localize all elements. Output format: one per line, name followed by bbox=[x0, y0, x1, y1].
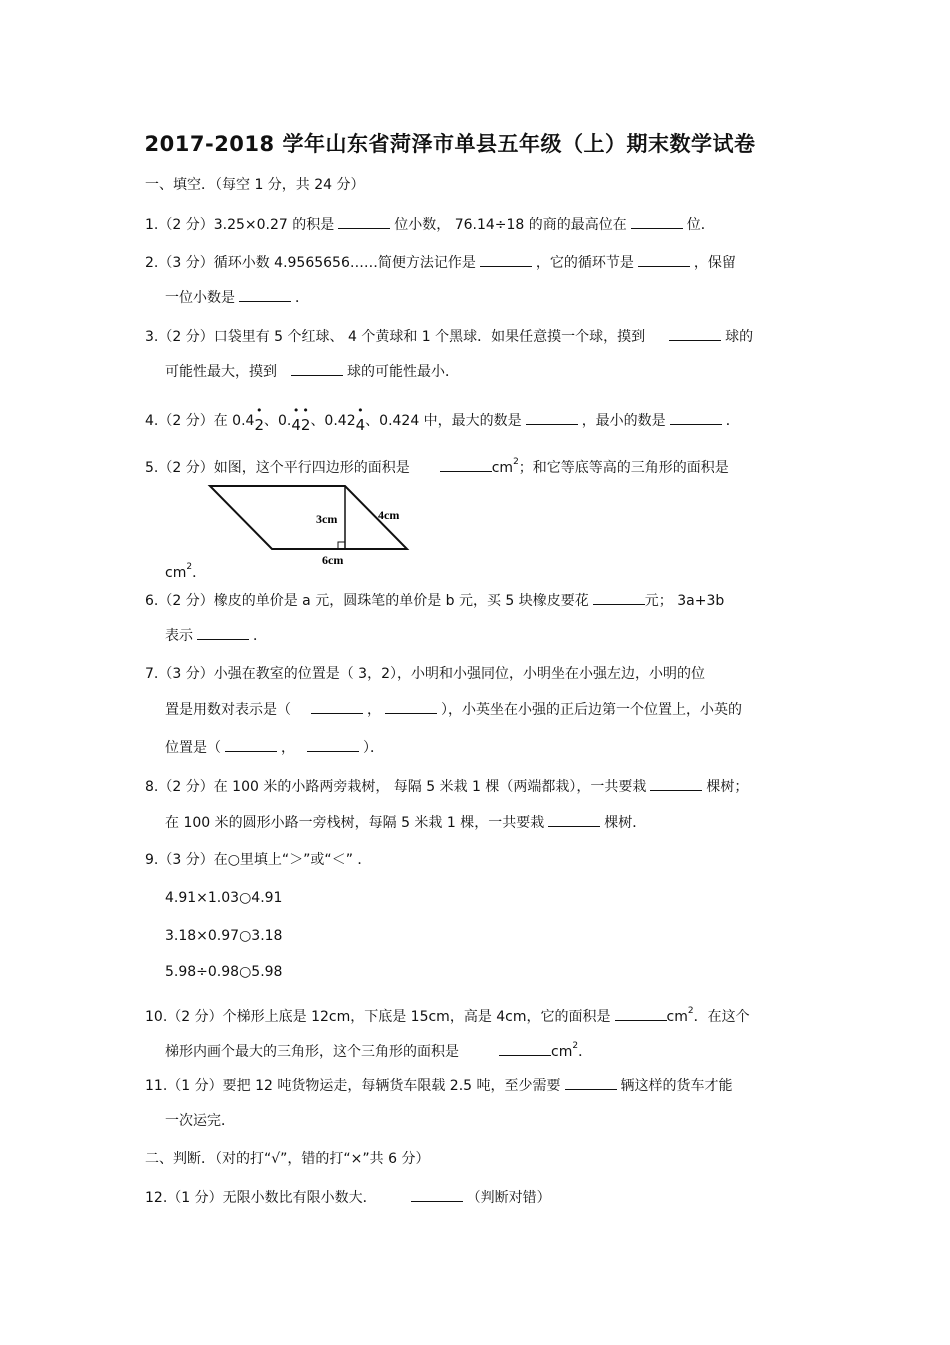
question-10-cont: 梯形内画个最大的三角形，这个三角形的面积是 $cm^2$． bbox=[165, 1041, 593, 1060]
question-5-cont: $cm^2$． bbox=[165, 562, 207, 581]
question-6: 6.（2 分）橡皮的单价是 a 元，圆珠笔的单价是 b 元，买 5 块橡皮要花 元； 3a+3b bbox=[145, 590, 724, 611]
question-6-cont: 表示 ． bbox=[165, 625, 267, 646]
question-5: 5.（2 分）如图，这个平行四边形的面积是 $cm^2$；和它等底等高的三角形的面积是 bbox=[145, 457, 729, 476]
answer-blank[interactable] bbox=[311, 699, 363, 714]
question-3: 3.（2 分）口袋里有 5 个红球、 4 个黄球和 1 个黑球．如果任意摸一个球，摸到 球的 bbox=[145, 326, 753, 347]
right-angle-mark bbox=[338, 542, 345, 549]
answer-blank[interactable] bbox=[239, 287, 291, 302]
answer-blank[interactable] bbox=[291, 361, 343, 376]
answer-blank[interactable] bbox=[338, 214, 390, 229]
question-7-cont: 置是用数对表示是（ ， ），小英坐在小强的正后边第一个位置上，小英的 bbox=[165, 699, 742, 720]
compare-item-2[interactable]: 3.18×0.97○3.18 bbox=[165, 928, 283, 944]
question-12: 12.（1 分）无限小数比有限小数大． （判断对错） bbox=[145, 1187, 551, 1208]
side-label: 4cm bbox=[378, 508, 400, 522]
answer-blank[interactable] bbox=[440, 457, 492, 472]
answer-blank[interactable] bbox=[669, 326, 721, 341]
answer-blank[interactable] bbox=[593, 590, 645, 605]
answer-blank[interactable] bbox=[638, 252, 690, 267]
answer-blank[interactable] bbox=[631, 214, 683, 229]
repeating-digit: • 2 bbox=[254, 404, 264, 434]
section-heading-fill-in: 一、填空．（每空 1 分，共 24 分） bbox=[145, 177, 365, 193]
answer-blank[interactable] bbox=[526, 410, 578, 425]
repeating-digit: • 4 bbox=[355, 404, 366, 434]
repeating-digit: • 2 bbox=[300, 404, 311, 434]
question-4: 4.（2 分）在 0.4 • 2、0. • 4 • 2、0.42 • 4、0.424 中，最大的数是 ，最小的数是 ． bbox=[145, 404, 740, 434]
question-1: 1.（2 分）3.25×0.27 的积是 位小数， 76.14÷18 的商的最高位在 位． bbox=[145, 214, 715, 235]
repeating-digit: • 4 bbox=[291, 404, 301, 434]
question-9: 9.（3 分）在○里填上“＞”或“＜” ． bbox=[145, 852, 372, 868]
question-7-cont2: 位置是（ ， ）． bbox=[165, 737, 384, 758]
answer-blank[interactable] bbox=[565, 1075, 617, 1090]
compare-item-3[interactable]: 5.98÷0.98○5.98 bbox=[165, 964, 283, 980]
answer-blank[interactable] bbox=[615, 1006, 667, 1021]
answer-blank[interactable] bbox=[650, 776, 702, 791]
question-10: 10.（2 分）个梯形上底是 12cm，下底是 15cm，高是 4cm，它的面积是 $cm^2$．在这个 bbox=[145, 1006, 750, 1025]
question-7: 7.（3 分）小强在教室的位置是（ 3，2），小明和小强同位，小明坐在小强左边，小明的位 bbox=[145, 666, 705, 682]
question-11-cont: 一次运完． bbox=[165, 1113, 235, 1129]
question-8-cont: 在 100 米的圆形小路一旁栈树，每隔 5 米栽 1 棵，一共要栽 棵树． bbox=[165, 812, 646, 833]
parallelogram-figure bbox=[200, 478, 420, 568]
page-title: 2017-2018 学年山东省菏泽市单县五年级（上）期末数学试卷 bbox=[144, 132, 756, 156]
answer-blank[interactable] bbox=[225, 737, 277, 752]
section-heading-judgement: 二、判断．（对的打“√”，错的打“×”共 6 分） bbox=[145, 1151, 430, 1167]
answer-blank[interactable] bbox=[197, 625, 249, 640]
height-label: 3cm bbox=[316, 512, 338, 526]
base-label: 6cm bbox=[322, 553, 344, 567]
answer-blank[interactable] bbox=[499, 1041, 551, 1056]
compare-item-1[interactable]: 4.91×1.03○4.91 bbox=[165, 890, 283, 906]
answer-blank[interactable] bbox=[548, 812, 600, 827]
question-3-cont: 可能性最大，摸到 球的可能性最小． bbox=[165, 361, 459, 382]
question-11: 11.（1 分）要把 12 吨货物运走，每辆货车限载 2.5 吨，至少需要 辆这样的货车才能 bbox=[145, 1075, 733, 1096]
question-2-cont: 一位小数是 ． bbox=[165, 287, 309, 308]
answer-blank[interactable] bbox=[411, 1187, 463, 1202]
answer-blank[interactable] bbox=[307, 737, 359, 752]
answer-blank[interactable] bbox=[670, 410, 722, 425]
answer-blank[interactable] bbox=[385, 699, 437, 714]
question-8: 8.（2 分）在 100 米的小路两旁栽树， 每隔 5 米栽 1 棵（两端都栽），一共要栽 棵树； bbox=[145, 776, 748, 797]
answer-blank[interactable] bbox=[480, 252, 532, 267]
question-2: 2.（3 分）循环小数 4.9565656……简便方法记作是 ，它的循环节是 ，保留 bbox=[145, 252, 736, 273]
